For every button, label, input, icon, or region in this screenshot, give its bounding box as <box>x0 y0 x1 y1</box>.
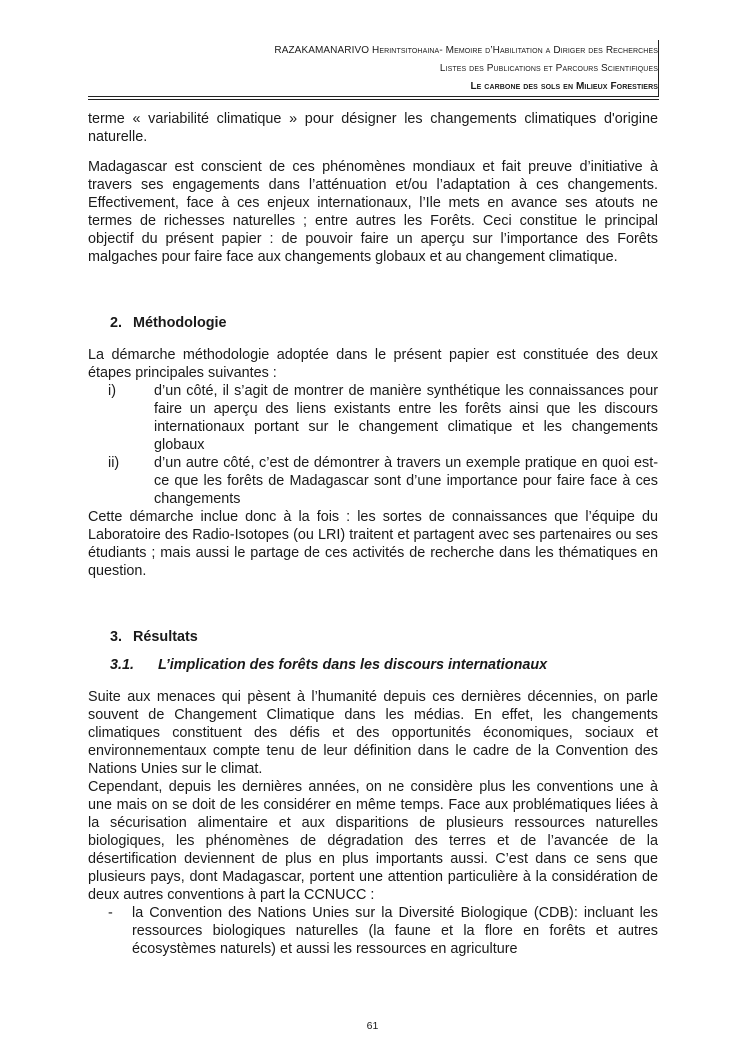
section-title: Méthodologie <box>133 315 227 331</box>
header-line-1 <box>98 42 658 60</box>
section-title: Résultats <box>133 629 198 645</box>
header-author: RAZAKAMANARIVO Herintsitohaina <box>274 45 440 56</box>
page-number: 61 <box>366 1020 379 1032</box>
header-thesis-title: - Memoire d’Habilitation a Diriger des Recherches <box>439 45 658 56</box>
list-text: d’un côté, il s’agit de montrer de manière synthétique les connaissances pour faire un aperçu des liens existants entre les forêts ainsi que les discours internationaux portant sur le changement climatique et les changements globaux <box>154 383 658 453</box>
header-line-2: Listes des Publications et Parcours Scientifiques <box>439 63 658 74</box>
section-number: 3. <box>110 629 123 645</box>
method-outro: Cette démarche inclue donc à la fois : les sortes de connaissances que l’équipe du Laboratoire des Radio-Isotopes (ou LRI) traitent et partagent avec ses partenaires ou ses étudiants ; mais aussi le partage de ces activités de recherche dans les thématiques en question. <box>88 509 658 579</box>
bullet-marker: - <box>108 905 113 921</box>
page-content <box>88 110 658 958</box>
header-rule-top <box>88 96 659 97</box>
list-item <box>88 454 658 508</box>
subsection-heading <box>88 656 658 674</box>
list-item <box>88 904 658 958</box>
list-marker: ii) <box>108 455 120 471</box>
results-paragraph-1: Suite aux menaces qui pèsent à l’humanité depuis ces dernières décennies, on parle souvent de Changement Climatique dans les médias. En effet, les changements climatiques constituent des défis et des opportunités économiques, sociaux et environnementaux compte tenu de leur définition dans le cadre de la Convention des Nations Unies sur le climat. <box>88 689 658 777</box>
section-heading-resultats <box>88 628 658 646</box>
list-item <box>88 382 658 454</box>
paragraph-continuation: terme « variabilité climatique » pour désigner les changements climatiques d'origine naturelle. <box>88 111 658 145</box>
list-text: d’un autre côté, c’est de démontrer à travers un exemple pratique en quoi est-ce que les forêts de Madagascar sont d’une importance pour faire face à ces changements <box>154 455 658 507</box>
section-heading-methodologie <box>88 314 658 332</box>
running-header <box>98 42 658 96</box>
header-vertical-rule <box>658 40 659 97</box>
header-rule-bottom <box>88 99 659 100</box>
bullet-text: la Convention des Nations Unies sur la Diversité Biologique (CDB): incluant les ressources biologiques naturelles (la faune et la flore en forêts et autres écosystèmes naturels) et aussi les ressources en agriculture <box>132 905 658 957</box>
subsection-number: 3.1. <box>110 657 135 673</box>
list-marker: i) <box>108 383 116 399</box>
results-paragraph-2: Cependant, depuis les dernières années, on ne considère plus les conventions une à une mais on se doit de les considérer en même temps. Face aux problématiques liées à la sécurisation alimentaire et aux disparitions de plusieurs ressources naturelles biologiques, les phénomènes de dégradation des terres et de l’avancée de la désertification deviennent de plus en plus importants aussi. C’est dans ce sens que plusieurs pays, dont Madagascar, portent une attention particulière à la considération de deux autres conventions à part la CCNUCC : <box>88 779 658 903</box>
method-intro: La démarche méthodologie adoptée dans le présent papier est constituée des deux étapes principales suivantes : <box>88 347 658 381</box>
header-line-3: Le carbone des sols en Milieux Forestiers <box>470 81 658 92</box>
subsection-title: L’implication des forêts dans les discours internationaux <box>158 657 548 673</box>
section-number: 2. <box>110 315 123 331</box>
paragraph-madagascar: Madagascar est conscient de ces phénomènes mondiaux et fait preuve d’initiative à travers ses engagements dans l’atténuation et/ou l’adaptation à ces changements. Effectivement, face à ces enjeux internationaux, l’Ile mets en avance ses atouts ne termes de richesses naturelles ; entre autres les Forêts. Ceci constitue le principal objectif du présent papier : de pouvoir faire un aperçu sur l’importance des Forêts malgaches pour faire face aux changements globaux et au changement climatique. <box>88 159 658 265</box>
